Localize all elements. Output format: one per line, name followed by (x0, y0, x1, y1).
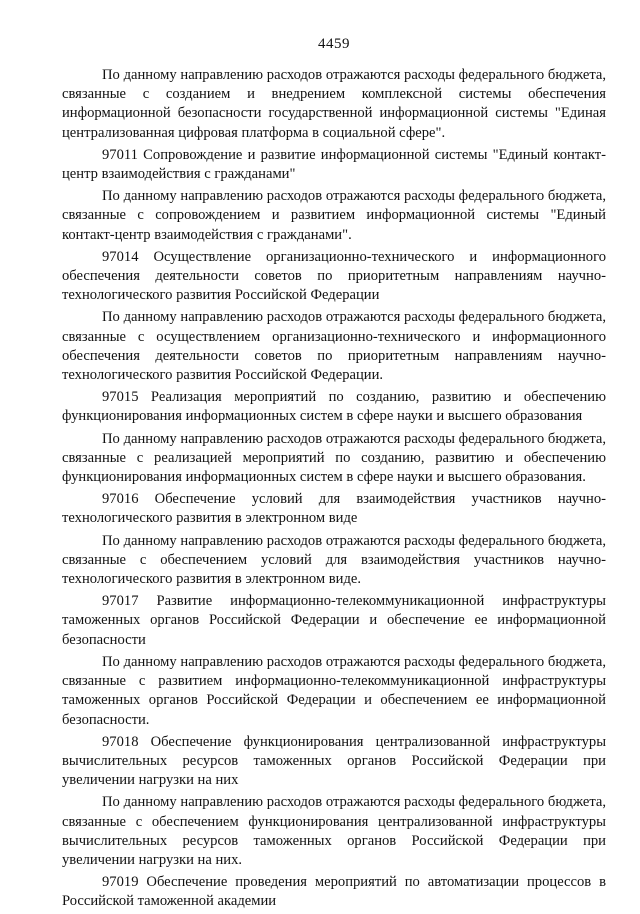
paragraph-7: По данному направлению расходов отражаются расходы федерального бюджета, связанные с реализацией мероприятий по созданию, развитию и обеспечению функционирования информационных систем в сфере науки и высшего образования. (62, 430, 606, 486)
paragraph-4-code-97014: 97014 Осуществление организационно-технического и информационного обеспечения деятельности советов по приоритетным направлениям научно-технологического развития Российской Федерации (62, 248, 606, 304)
paragraph-6-code-97015: 97015 Реализация мероприятий по созданию, развитию и обеспечению функционирования информационных систем в сфере науки и высшего образования (62, 389, 606, 425)
paragraph-14-code-97019: 97019 Обеспечение проведения мероприятий по автоматизации процессов в Российской таможенной академии (62, 874, 606, 910)
paragraph-2-code-97011: 97011 Сопровождение и развитие информационной системы "Единый контакт-центр взаимодействия с гражданами" (62, 146, 606, 183)
paragraph-5: По данному направлению расходов отражаются расходы федерального бюджета, связанные с осуществлением организационно-технического и информационного обеспечения деятельности советов по приоритетным направлениям научно-технологического развития Российской Федерации. (62, 309, 606, 384)
paragraph-10-code-97017: 97017 Развитие информационно-телекоммуникационной инфраструктуры таможенных органов Российской Федерации и обеспечение ее информационной безопасности (62, 593, 606, 648)
paragraph-12-code-97018: 97018 Обеспечение функционирования централизованной инфраструктуры вычислительных ресурсов таможенных органов Российской Федерации при увеличении нагрузки на них (62, 733, 606, 789)
paragraph-13: По данному направлению расходов отражаются расходы федерального бюджета, связанные с обеспечением функционирования централизованной инфраструктуры вычислительных ресурсов таможенных органов Российской Федерации при увеличении нагрузки на них. (62, 794, 606, 868)
page-number: 4459 (318, 36, 350, 52)
paragraph-11: По данному направлению расходов отражаются расходы федерального бюджета, связанные с развитием информационно-телекоммуникационной инфраструктуры таможенных органов Российской Федерации и обеспечением ее информационной безопасности. (62, 653, 606, 728)
paragraph-3: По данному направлению расходов отражаются расходы федерального бюджета, связанные с сопровождением и развитием информационной системы "Единый контакт-центр взаимодействия с гражданами". (62, 188, 606, 243)
paragraph-1: По данному направлению расходов отражаются расходы федерального бюджета, связанные с созданием и внедрением комплексной системы обеспечения информационной безопасности государственной информационной системы "Единая централизованная цифровая платформа в социальной сфере". (62, 67, 606, 141)
paragraph-8-code-97016: 97016 Обеспечение условий для взаимодействия участников научно-технологического развития в электронном виде (62, 491, 606, 527)
paragraph-9: По данному направлению расходов отражаются расходы федерального бюджета, связанные с обеспечением условий для взаимодействия участников научно-технологического развития в электронном виде. (62, 532, 606, 588)
